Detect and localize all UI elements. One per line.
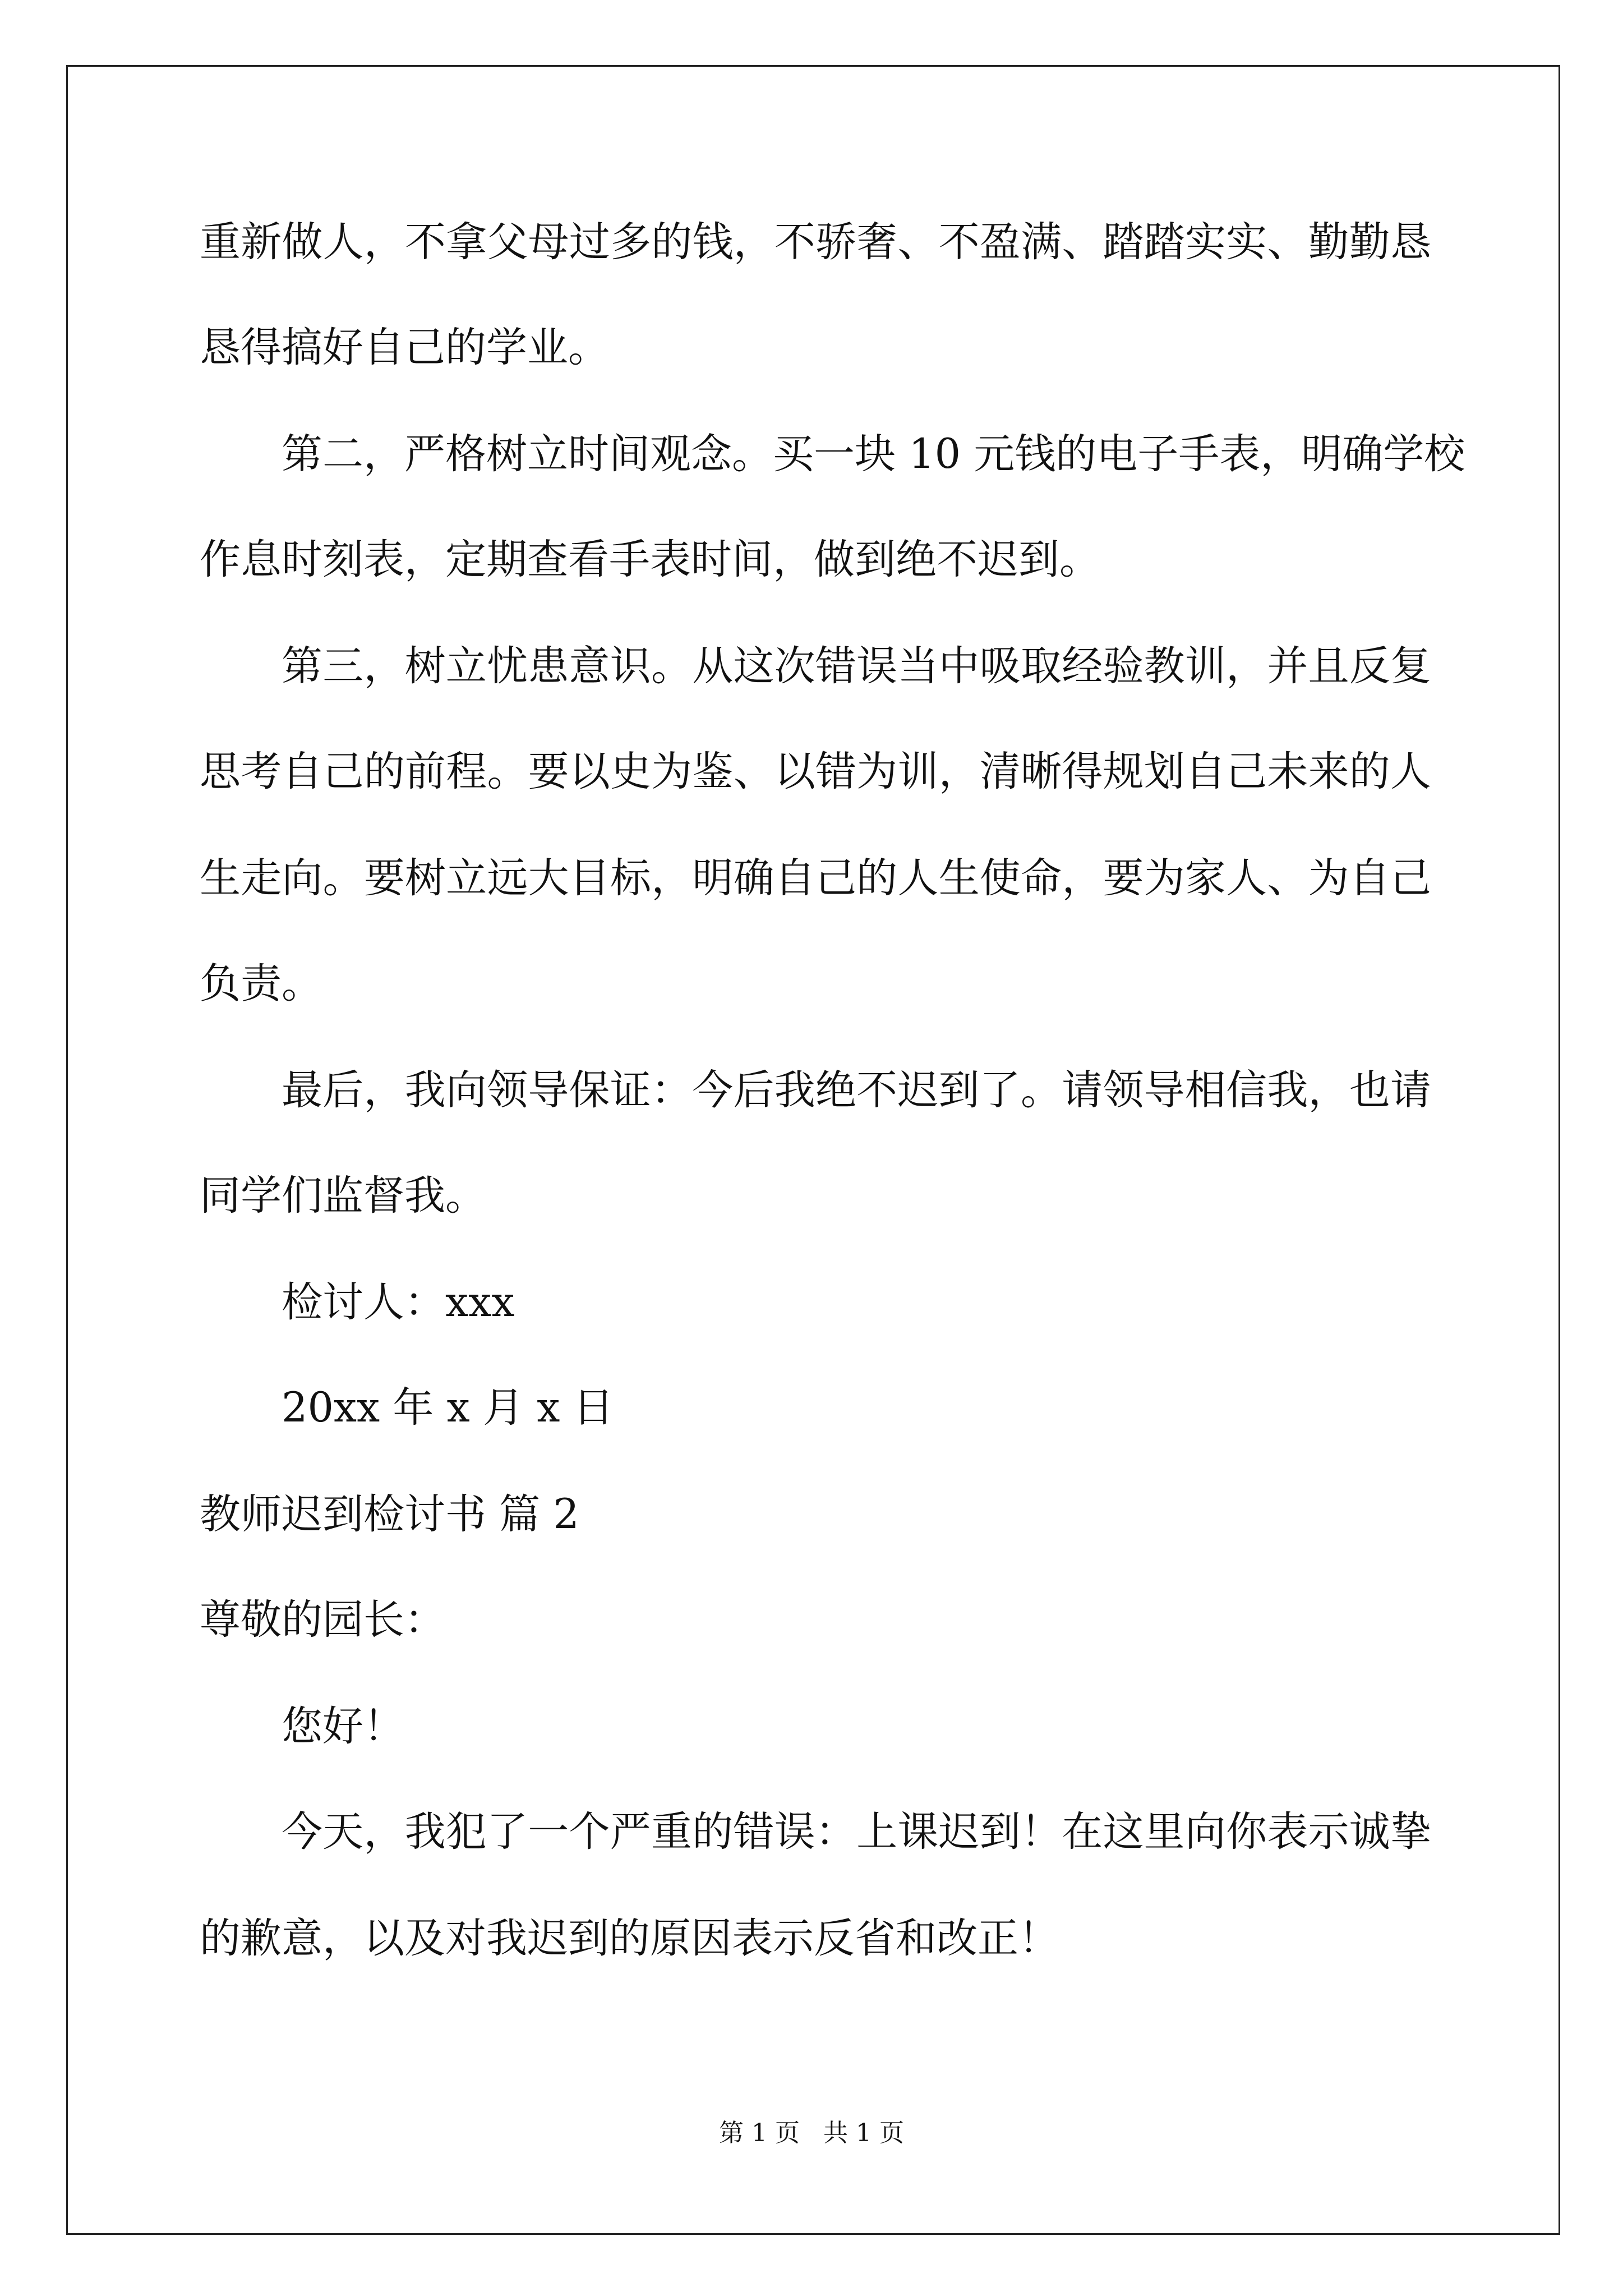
paragraph-line: 作息时刻表，定期查看手表时间，做到绝不迟到。 xyxy=(200,536,1100,583)
paragraph-line: 同学们监督我。 xyxy=(200,1172,486,1220)
paragraph-line: 负责。 xyxy=(200,960,322,1007)
page-border xyxy=(66,65,1560,2235)
paragraph-line: 的歉意，以及对我迟到的原因表示反省和改正！ xyxy=(200,1915,1059,1962)
page-number-footer: 第 1 页 共 1 页 xyxy=(719,2119,904,2147)
paragraph-line: 第三，树立忧患意识。从这次错误当中吸取经验教训，并且反复 xyxy=(282,642,1431,690)
paragraph-line: 今天，我犯了一个严重的错误：上课迟到！在这里向你表示诚挚 xyxy=(282,1808,1431,1856)
salutation: 尊敬的园长： xyxy=(200,1596,445,1644)
greeting: 您好！ xyxy=(282,1703,404,1750)
paragraph-line: 最后，我向领导保证：今后我绝不迟到了。请领导相信我，也请 xyxy=(282,1066,1431,1114)
paragraph-line: 恳得搞好自己的学业。 xyxy=(200,324,609,371)
signature-line: 检讨人：xxx xyxy=(282,1278,515,1326)
paragraph-line: 第二，严格树立时间观念。买一块 10 元钱的电子手表，明确学校 xyxy=(282,430,1465,478)
paragraph-line: 生走向。要树立远大目标，明确自己的人生使命，要为家人、为自己 xyxy=(200,854,1431,902)
date-line: 20xx 年 x 月 x 日 xyxy=(282,1384,614,1432)
paragraph-line: 重新做人，不拿父母过多的钱，不骄奢、不盈满、踏踏实实、勤勤恳 xyxy=(200,218,1431,266)
paragraph-line: 思考自己的前程。要以史为鉴、以错为训，清晰得规划自己未来的人 xyxy=(200,748,1431,795)
section-heading: 教师迟到检讨书 篇 2 xyxy=(200,1490,579,1538)
